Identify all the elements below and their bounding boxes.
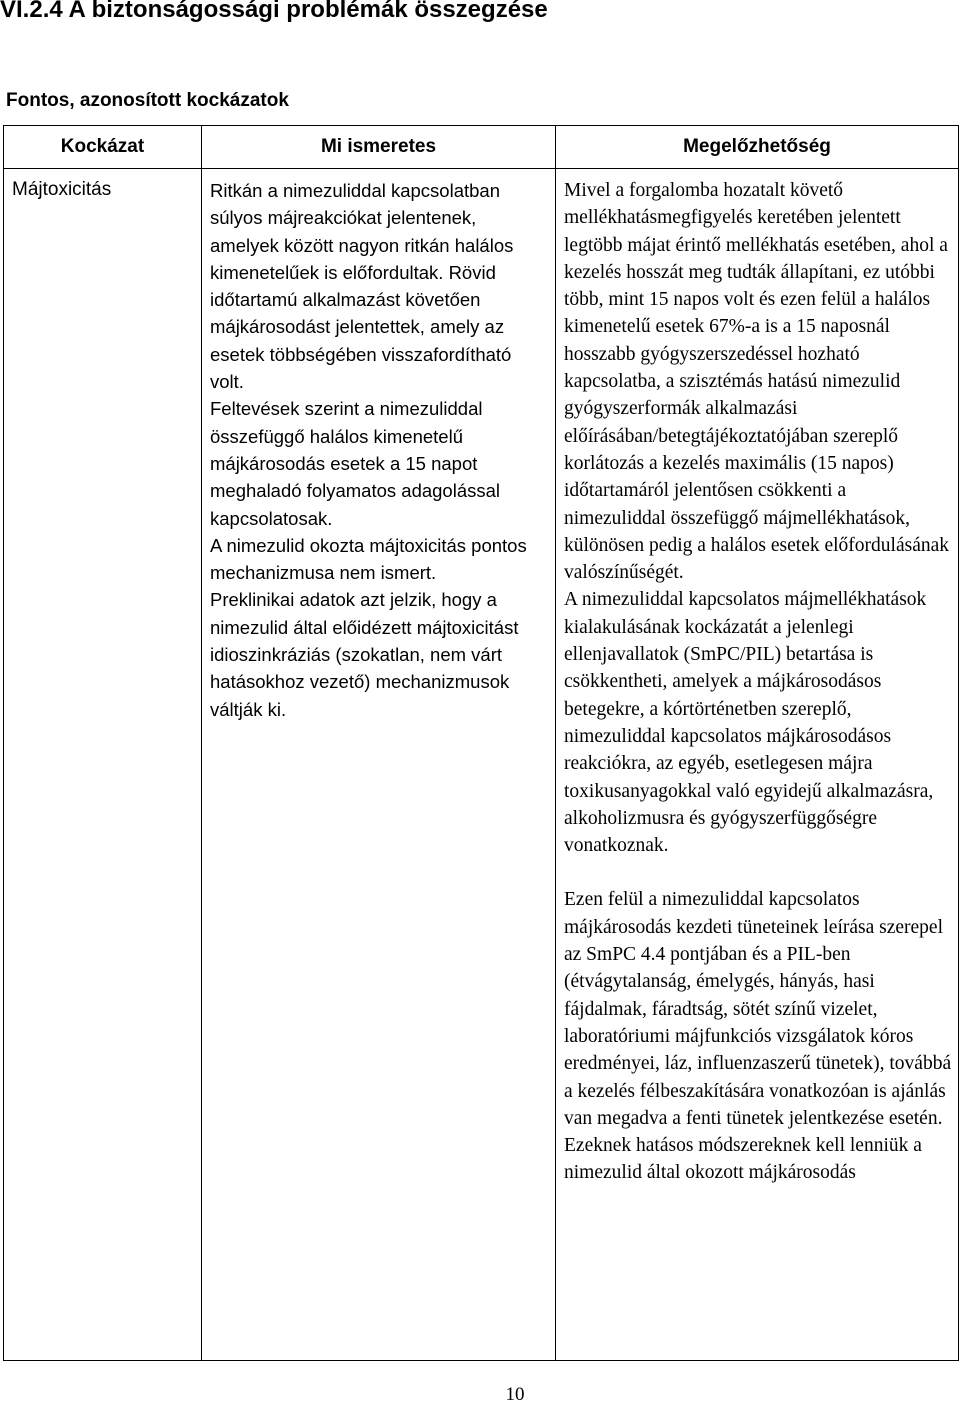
header-prevention: Megelőzhetőség: [556, 126, 959, 169]
known-paragraph: A nimezulid okozta májtoxicitás pontos mechanizmusa nem ismert.: [210, 534, 527, 584]
known-cell: [202, 169, 556, 1361]
known-paragraph: Ritkán a nimezuliddal kapcsolatban súlyos májreakciókat jelentenek, amelyek között nagyon ritkán halálos kimenetelűek is előfordultak. Rövid időtartamú alkalmazást követően májkárosodást jelentettek, amely az esetek többségében visszafordítható volt.: [210, 180, 514, 393]
header-risk: Kockázat: [4, 126, 202, 169]
prevention-cell: [556, 169, 959, 1361]
header-known: Mi ismeretes: [202, 126, 556, 169]
prevention-paragraph: A nimezuliddal kapcsolatos májmellékhatások kialakulásának kockázatát a jelenlegi ellenjavallatok (SmPC/PIL) betartása is csökkentheti, amelyek a májkárosodásos betegekre, a kórtörténetben szereplő, nimezuliddal kapcsolatos májkárosodásos reakciókra, az egyéb, esetlegesen májra toxikusanyagokkal való egyidejű alkalmazásra, alkoholizmusra és gyógyszerfüggőségre vonatkoznak.: [564, 589, 934, 857]
section-title: VI.2.4 A biztonságossági problémák összegzése: [0, 0, 548, 23]
subtitle: Fontos, azonosított kockázatok: [6, 90, 289, 111]
known-paragraph: Preklinikai adatok azt jelzik, hogy a nimezulid által előidézett májtoxicitást idioszinkráziás (szokatlan, nem várt hatásokhoz vezető) mechanizmusok váltják ki.: [210, 589, 519, 720]
risk-table: [3, 125, 959, 1361]
prevention-paragraph: Ezen felül a nimezuliddal kapcsolatos májkárosodás kezdeti tüneteinek leírása szerepel az SmPC 4.4 pontjában és a PIL-ben (étvágytalanság, émelygés, hányás, hasi fájdalmak, fáradtság, sötét színű vizelet, laboratóriumi májfunkciós vizsgálatok kóros eredményei, láz, influenzaszerű tünetek), továbbá a kezelés félbeszakítására vonatkozóan is ajánlás van megadva a fenti tünetek jelentkezése esetén. Ezeknek hatásos módszereknek kell lenniük a nimezulid által okozott májkárosodás: [564, 889, 952, 1184]
known-paragraph: Feltevések szerint a nimezuliddal összefüggő halálos kimenetelű májkárosodás esetek a 15 napot meghaladó folyamatos adagolással kapcsolatosak.: [210, 398, 501, 529]
prevention-paragraph: Mivel a forgalomba hozatalt követő mellékhatásmegfigyelés keretében jelentett legtöbb májat érintő mellékhatás esetében, ahol a kezelés hosszát meg tudták állapítani, ez utóbbi több, mint 15 napos volt és ezen felül a halálos kimenetelű esetek 67%-a is a 15 naposnál hosszabb gyógyszerszedéssel hozható kapcsolatba, a szisztémás hatású nimezulid gyógyszerformák alkalmazási előírásában/betegtájékoztatójában szereplő korlátozás a kezelés maximális (15 napos) időtartamáról jelentősen csökkenti a nimezuliddal összefüggő májmellékhatások, különösen pedig a halálos esetek előfordulásának valószínűségét.: [564, 180, 950, 584]
risk-name: Májtoxicitás: [4, 169, 202, 1361]
table-header-row: [4, 126, 959, 169]
table-row: [4, 169, 959, 1361]
page-number: 10: [505, 1384, 525, 1405]
